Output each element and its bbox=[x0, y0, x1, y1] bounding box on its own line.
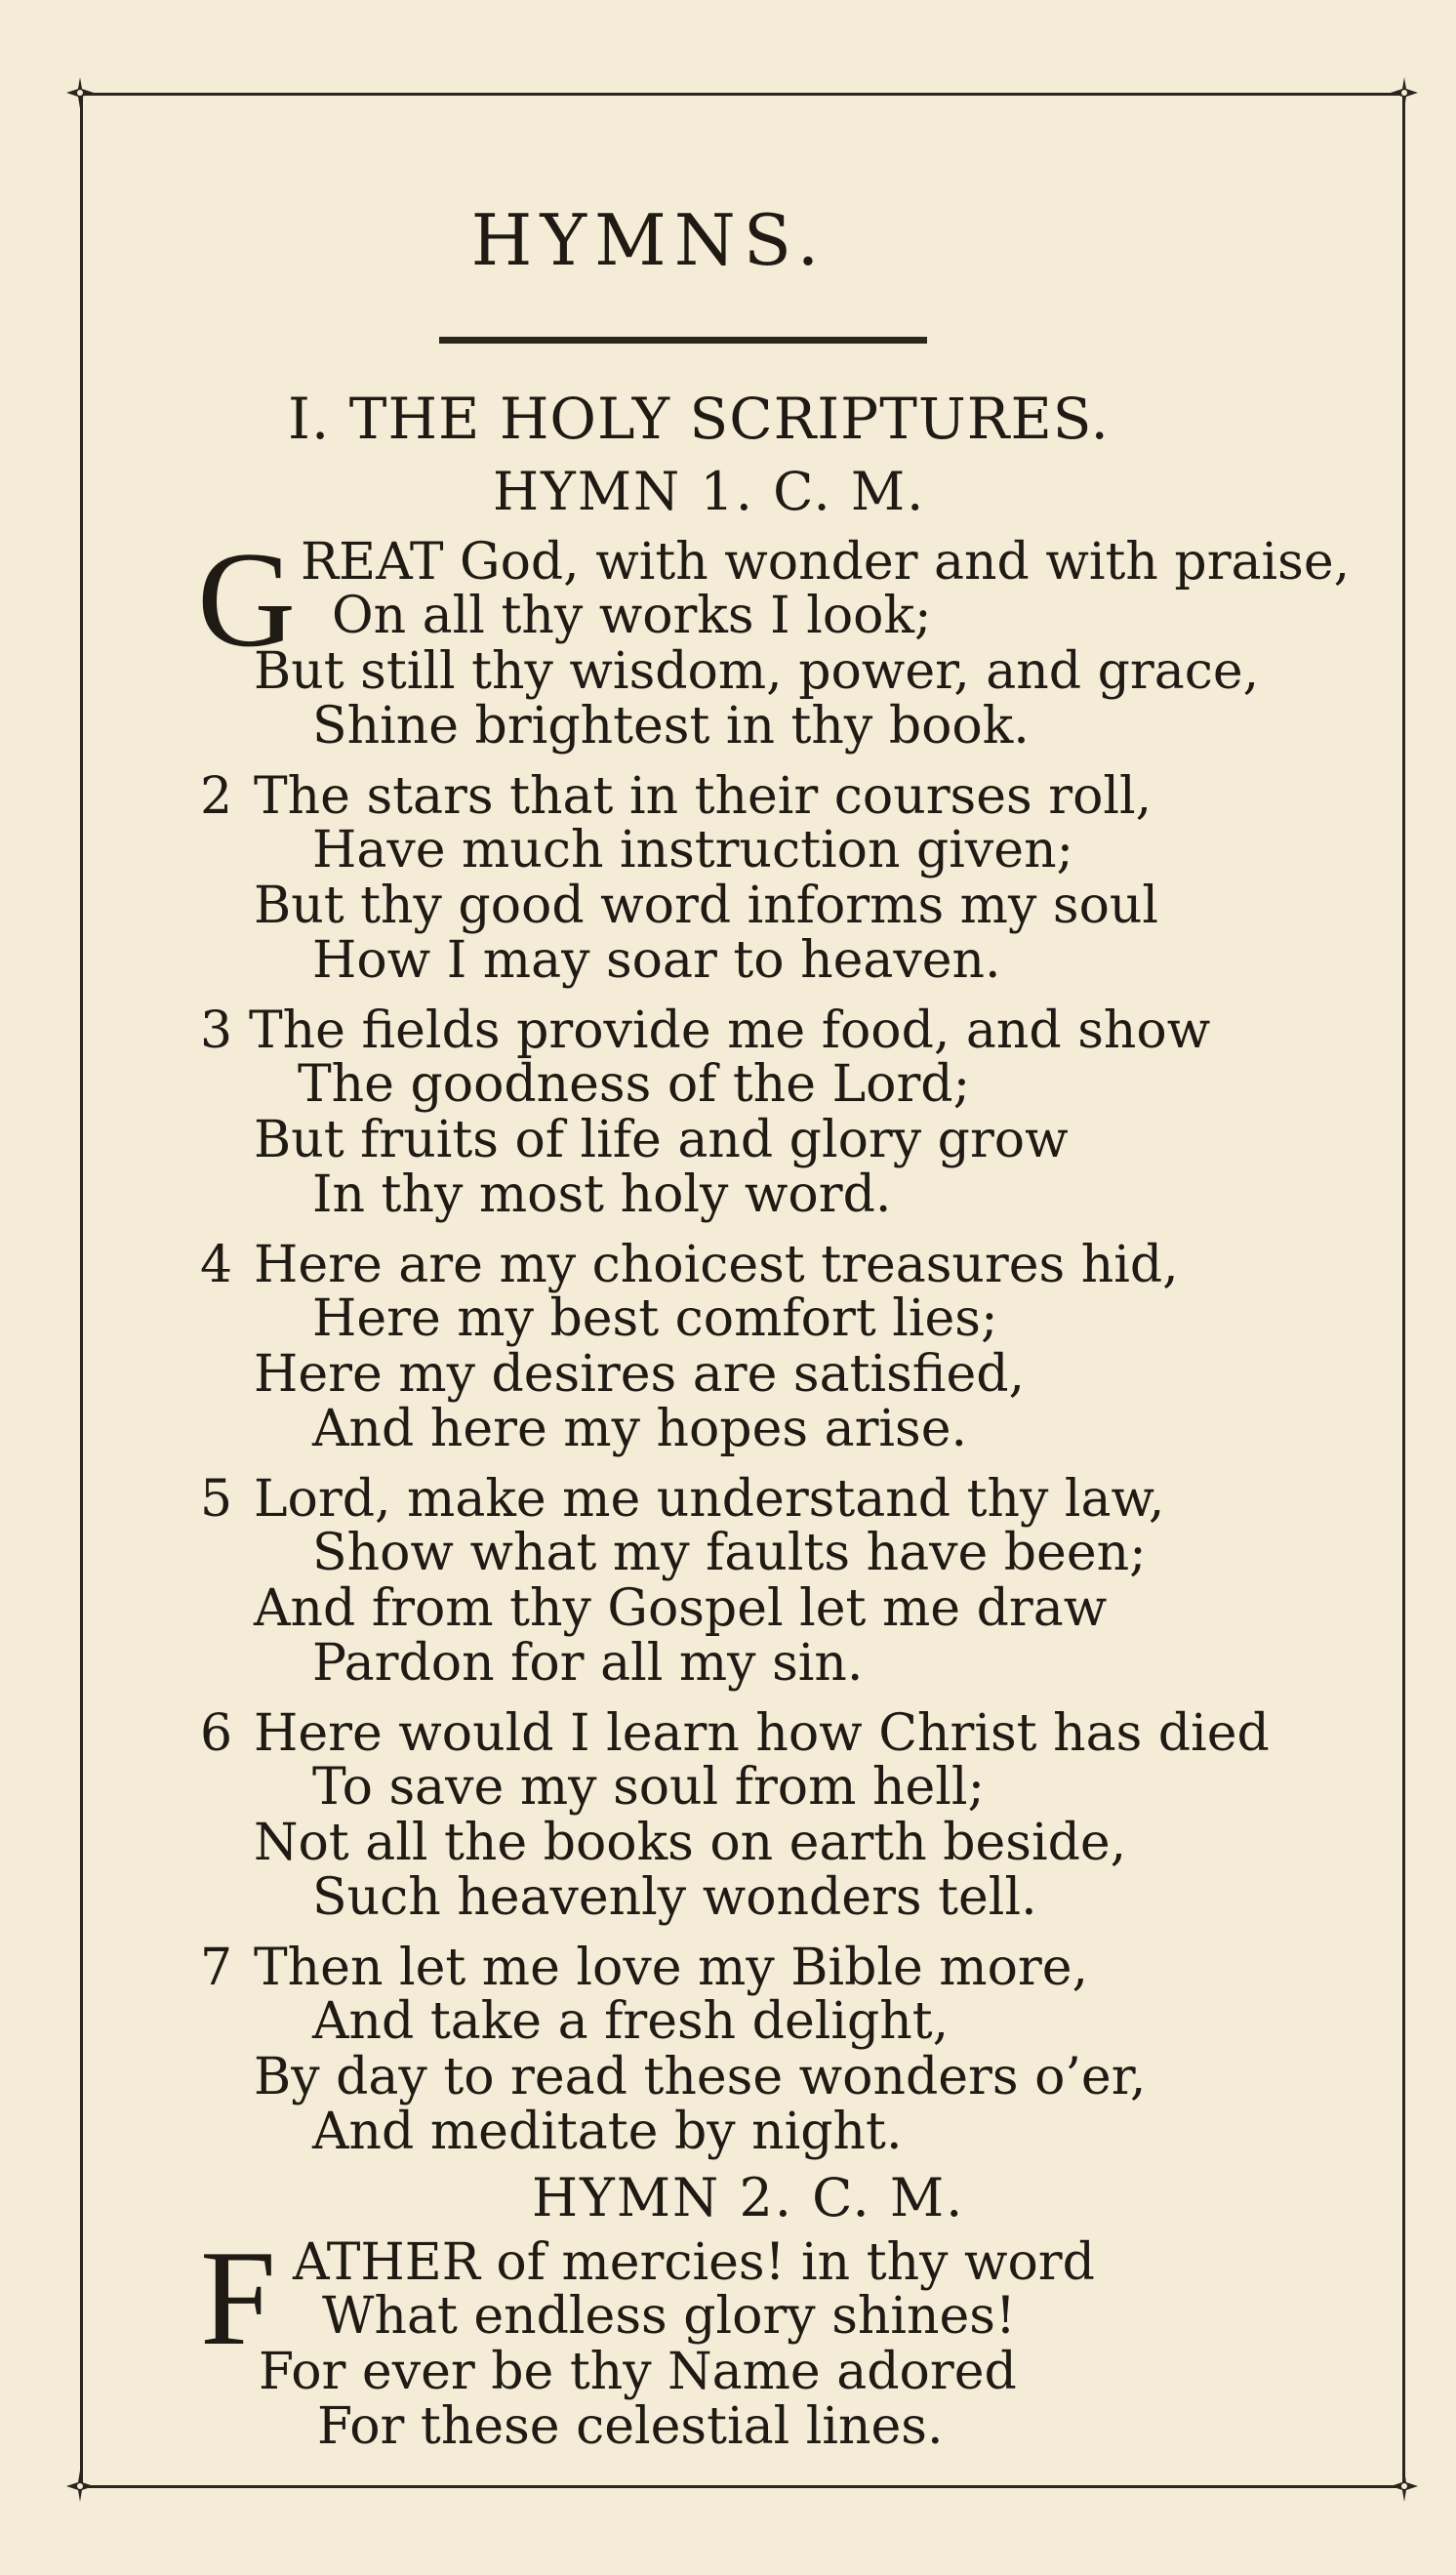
verse-line: The stars that in their courses roll, bbox=[254, 767, 1153, 826]
stanza-number: 7 bbox=[200, 1939, 233, 1997]
verse-line: Such heavenly wonders tell. bbox=[312, 1868, 1037, 1927]
stanza-number: 3 bbox=[200, 1001, 233, 1060]
drop-cap: G bbox=[197, 524, 297, 675]
verse-line: And from thy Gospel let me draw bbox=[254, 1579, 1108, 1638]
verse-line: REAT God, with wonder and with praise, bbox=[301, 533, 1351, 592]
verse-line: And here my hopes arise. bbox=[312, 1400, 968, 1458]
page-title: HYMNS. bbox=[470, 199, 828, 281]
verse-line: Then let me love my Bible more, bbox=[254, 1939, 1089, 1997]
border-right-rule bbox=[1402, 93, 1405, 2488]
corner-ornament-icon bbox=[61, 73, 100, 112]
verse-line: What endless glory shines! bbox=[322, 2287, 1016, 2346]
verse-line: Have much instruction given; bbox=[312, 821, 1074, 879]
border-top-rule bbox=[80, 93, 1405, 96]
verse-line: On all thy works I look; bbox=[332, 587, 932, 645]
verse-line: Show what my faults have been; bbox=[312, 1524, 1147, 1582]
verse-line: And take a fresh delight, bbox=[312, 1992, 950, 2051]
verse-line: But thy good word informs my soul bbox=[254, 877, 1159, 935]
verse-line: The goodness of the Lord; bbox=[298, 1055, 971, 1114]
verse-line: How I may soar to heaven. bbox=[312, 931, 1001, 990]
verse-line: But still thy wisdom, power, and grace, bbox=[254, 642, 1260, 701]
stanza-number: 5 bbox=[200, 1470, 233, 1529]
verse-line: Shine brightest in thy book. bbox=[312, 697, 1030, 756]
verse-line: Lord, make me understand thy law, bbox=[254, 1470, 1165, 1529]
verse-line: By day to read these wonders o’er, bbox=[254, 2048, 1147, 2106]
verse-line: Pardon for all my sin. bbox=[312, 1634, 864, 1693]
section-heading: I. THE HOLY SCRIPTURES. bbox=[288, 386, 1110, 452]
drop-cap: F bbox=[200, 2223, 276, 2374]
verse-line: Here would I learn how Christ has died bbox=[254, 1704, 1270, 1763]
corner-ornament-icon bbox=[61, 2467, 100, 2506]
stanza-number: 6 bbox=[200, 1704, 233, 1763]
border-left-rule bbox=[80, 93, 83, 2488]
verse-line: Not all the books on earth beside, bbox=[254, 1814, 1127, 1872]
border-bottom-rule bbox=[80, 2485, 1405, 2488]
verse-line: Here my desires are satisfied, bbox=[254, 1345, 1026, 1404]
verse-line: The fields provide me food, and show bbox=[249, 1001, 1211, 1060]
verse-line: In thy most holy word. bbox=[312, 1165, 892, 1224]
verse-line: For ever be thy Name adored bbox=[259, 2343, 1017, 2401]
stanza-number: 2 bbox=[200, 767, 233, 826]
verse-line: ATHER of mercies! in thy word bbox=[293, 2233, 1095, 2292]
corner-ornament-icon bbox=[1385, 2467, 1424, 2506]
hymn-heading: HYMN 2. C. M. bbox=[532, 2167, 965, 2228]
verse-line: But fruits of life and glory grow bbox=[254, 1111, 1069, 1169]
verse-line: Here are my choicest treasures hid, bbox=[254, 1236, 1179, 1294]
verse-line: Here my best comfort lies; bbox=[312, 1289, 998, 1348]
stanza-number: 4 bbox=[200, 1236, 233, 1294]
verse-line: For these celestial lines. bbox=[317, 2397, 944, 2456]
verse-line: To save my soul from hell; bbox=[312, 1758, 985, 1817]
title-divider bbox=[439, 337, 927, 344]
corner-ornament-icon bbox=[1385, 73, 1424, 112]
verse-line: And meditate by night. bbox=[312, 2103, 903, 2161]
hymn-heading: HYMN 1. C. M. bbox=[493, 461, 926, 522]
